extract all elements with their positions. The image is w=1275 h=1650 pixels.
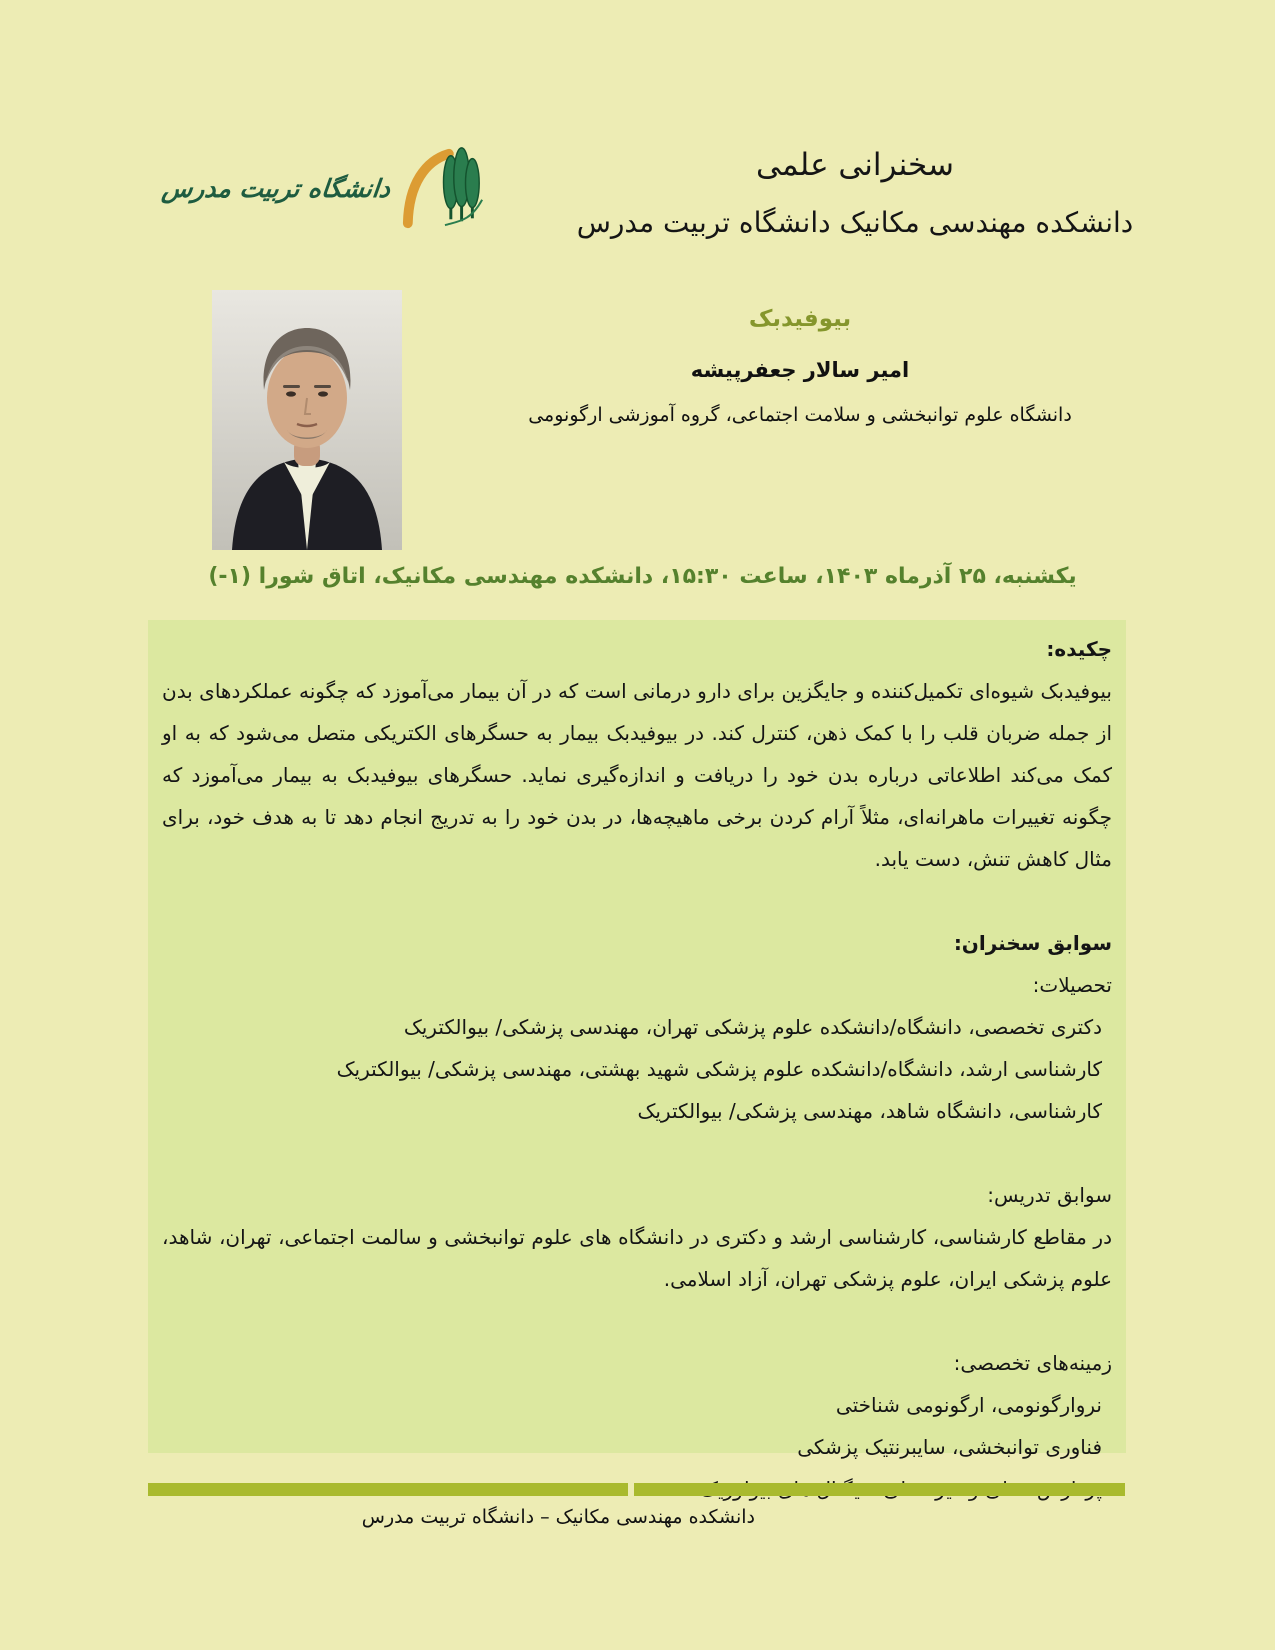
abstract-box — [148, 620, 1126, 1459]
expertise-heading: زمینه‌های تخصصی: — [953, 1351, 1112, 1375]
page-title: سخنرانی علمی — [756, 147, 954, 183]
expertise-item: فناوری توانبخشی، سایبرنتیک پزشکی — [797, 1435, 1102, 1459]
university-logo — [162, 136, 447, 240]
speaker-name: امیر سالار جعفرپیشه — [690, 358, 910, 382]
session-datetime-line: یکشنبه، ۲۵ آذرماه ۱۴۰۳، ساعت ۱۵:۳۰، دانشکده مهندسی مکانیک، اتاق شورا (۱-) — [208, 564, 1077, 589]
speaker-background-heading: سوابق سخنران: — [953, 931, 1112, 955]
university-logo-text: دانشگاه تربیت مدرس — [160, 173, 392, 203]
page-subtitle: دانشکده مهندسی مکانیک دانشگاه تربیت مدرس — [576, 206, 1134, 239]
education-heading: تحصیلات: — [1032, 973, 1112, 997]
talk-title: بیوفیدبک — [748, 306, 852, 332]
footer-divider-bar — [148, 1483, 628, 1496]
abstract-heading: چکیده: — [1046, 637, 1112, 661]
speaker-block — [405, 302, 1195, 430]
teaching-body: در مقاطع کارشناسی، کارشناسی ارشد و دکتری در دانشگاه های علوم توانبخشی و سالمت اجتماعی، تهران، شاهد، علوم پزشکی ایران، علوم پزشکی تهران، آزاد اسلامی. — [162, 1225, 1112, 1291]
footer-divider-bar — [634, 1483, 1125, 1496]
education-item: دکتری تخصصی، دانشگاه/دانشکده علوم پزشکی تهران، مهندسی پزشکی/ بیوالکتریک — [403, 1015, 1102, 1039]
expertise-item: نروارگونومی، ارگونومی شناختی — [835, 1393, 1102, 1417]
teaching-heading: سوابق تدریس: — [987, 1183, 1112, 1207]
header — [455, 142, 1255, 244]
speaker-portrait-image — [212, 290, 402, 550]
education-item: کارشناسی، دانشگاه شاهد، مهندسی پزشکی/ بیوالکتریک — [637, 1099, 1102, 1123]
speaker-photo — [212, 290, 402, 550]
speaker-affiliation: دانشگاه علوم توانبخشی و سلامت اجتماعی، گروه آموزشی ارگونومی — [528, 404, 1072, 426]
abstract-body: بیوفیدبک شیوه‌ای تکمیل‌کننده و جایگزین برای دارو درمانی است که در آن بیمار می‌آموزد که چگونه عملکردهای بدن از جمله ضربان قلب را با کمک ذهن، کنترل کند. در بیوفیدبک بیمار به حسگرهای الکتریکی متصل می‌شود که به او کمک می‌کند اطلاعاتی درباره بدن خود را دریافت و اندازه‌گیری نماید. حسگرهای بیوفیدبک به بیمار می‌آموزد که چگونه تغییرات ماهرانه‌ای، مثلاً آرام کردن برخی ماهیچه‌ها، در بدن خود را به تدریج انجام دهد تا به هدف خود، برای مثال کاهش تنش، دست یابد. — [162, 679, 1112, 871]
education-item: کارشناسی ارشد، دانشگاه/دانشکده علوم پزشکی شهید بهشتی، مهندسی پزشکی/ بیوالکتریک — [336, 1057, 1102, 1081]
footer-text: دانشکده مهندسی مکانیک – دانشگاه تربیت مدرس — [361, 1506, 755, 1528]
